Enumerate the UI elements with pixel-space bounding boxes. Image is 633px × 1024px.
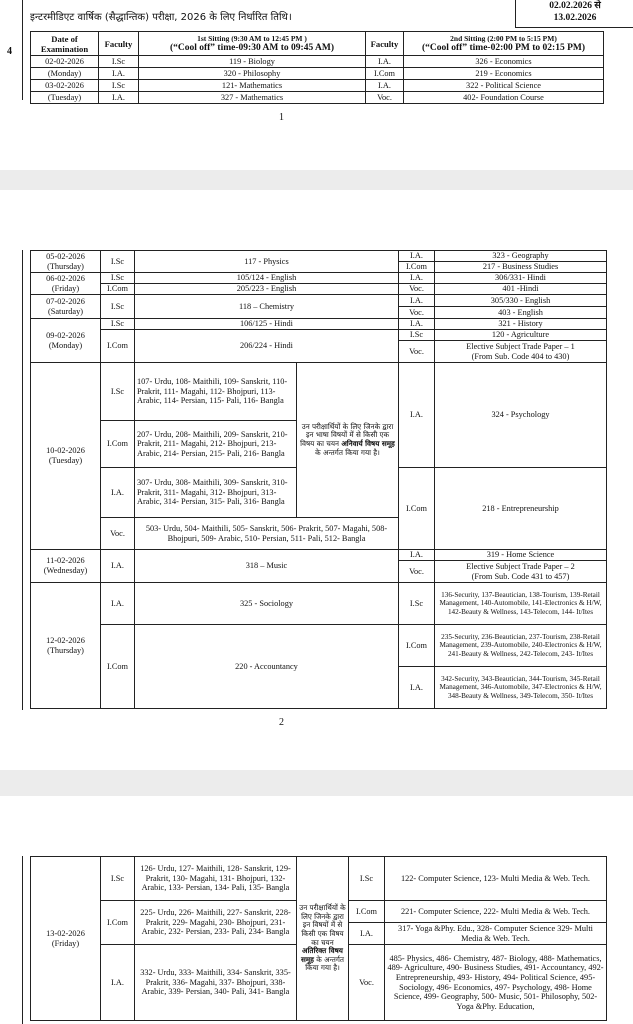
language-note (297, 363, 399, 518)
subject-cell: 105/124 - English (135, 273, 399, 284)
left-rule (22, 0, 23, 100)
faculty-cell: Voc. (101, 518, 135, 550)
faculty-cell: Voc. (366, 92, 404, 104)
faculty-cell: I.A. (101, 550, 135, 583)
faculty-cell: I.Com (101, 330, 135, 363)
trade-paper-title: Elective Subject Trade Paper – 2 (466, 561, 575, 571)
date-range-end: 13.02.2026 (553, 13, 597, 23)
faculty-cell: I.Com (101, 421, 135, 468)
subject-cell: 221- Computer Science, 222- Multi Media & Web. Tech. (385, 901, 607, 923)
table-row (31, 550, 607, 561)
trade-paper-title: Elective Subject Trade Paper – 1 (466, 341, 575, 351)
schedule-table-1 (30, 31, 604, 104)
faculty-cell: I.A. (101, 468, 135, 518)
date-cell: 02-02-2026 (31, 56, 99, 68)
date-text: 05-02-2026 (46, 251, 85, 261)
date-text: 13-02-2026 (46, 928, 85, 938)
subject-cell: 401 -Hindi (435, 284, 607, 295)
date-cell (31, 319, 101, 363)
schedule-table-3 (30, 856, 607, 1021)
faculty-cell: Voc. (399, 284, 435, 295)
date-text: 12-02-2026 (46, 635, 85, 645)
subject-cell: 342-Security, 343-Beautician, 344-Tourism, 345-Retail Management, 346-Automobile, 347-Electronics & H/W, 348-Beauty & Wellness, 349-Telecom, 350- It/Ites (435, 667, 607, 709)
table-header-row (31, 32, 604, 56)
subject-cell: 326 - Economics (404, 56, 604, 68)
faculty-cell: I.Com (366, 68, 404, 80)
date-cell (31, 251, 101, 273)
faculty-cell: I.Sc (399, 583, 435, 625)
faculty-cell: I.Com (101, 284, 135, 295)
subject-cell: 122- Computer Science, 123- Multi Media & Web. Tech. (385, 857, 607, 901)
faculty-cell: I.Sc (101, 295, 135, 319)
subject-cell: 320 - Philosophy (139, 68, 366, 80)
note-text-end: के अन्तर्गत किया गया है। (315, 447, 380, 457)
date-cell: 03-02-2026 (31, 80, 99, 92)
subject-cell: 323 - Geography (435, 251, 607, 262)
table-row (31, 583, 607, 625)
faculty-cell: I.A. (399, 295, 435, 307)
date-cell (31, 295, 101, 319)
subject-cell: 126- Urdu, 127- Maithili, 128- Sanskrit, 129- Prakrit, 130- Magahi, 131- Bhojpuri, 132- Arabic, 133- Persian, 134- Pali, 135- Bangla (135, 857, 297, 901)
row-number: 4 (7, 46, 12, 57)
date-text: 09-02-2026 (46, 330, 85, 340)
date-cell (31, 857, 101, 1021)
trade-paper-range: (From Sub. Code 431 to 457) (471, 571, 570, 581)
subject-cell: 235-Security, 236-Beautician, 237-Tourism, 238-Retail Management, 239-Automobile, 240-Electronics & H/W, 241-Beauty & Wellness, 242-Telecom, 243- It/Ites (435, 625, 607, 667)
subject-cell: 107- Urdu, 108- Maithili, 109- Sanskrit, 110- Prakrit, 111- Magahi, 112- Bhojpuri, 113- Arabic, 114- Persian, 115- Pali, 116- Bangla (135, 363, 297, 421)
subject-cell: 325 - Sociology (135, 583, 399, 625)
subject-cell: 118 – Chemistry (135, 295, 399, 319)
header-sitting-2-time: 2nd Sitting (2:00 PM to 5:15 PM) (450, 33, 557, 43)
date-cell: (Tuesday) (31, 92, 99, 104)
table-row (31, 273, 607, 284)
faculty-cell: I.Sc (101, 363, 135, 421)
faculty-cell: I.A. (366, 80, 404, 92)
date-cell (31, 550, 101, 583)
date-text: 06-02-2026 (46, 273, 85, 283)
subject-cell: 485- Physics, 486- Chemistry, 487- Biology, 488- Mathematics, 489- Agriculture, 490- Business Studies, 491- Accountancy, 492- Entrepreneurship, 493- History, 494- Political Science, 495- Sociology, 496- Economics, 497- Psychology, 498- Home Science, 499- Geography, 500- Music, 501- Philosophy, 502- Yoga &Phy. Education, (385, 945, 607, 1021)
day-text: (Saturday) (47, 306, 84, 316)
faculty-cell: I.Com (399, 262, 435, 273)
subject-cell: 307- Urdu, 308- Maithili, 309- Sanskrit, 310- Prakrit, 311- Magahi, 312- Bhojpuri, 313- Arabic, 314- Persian, 315- Pali, 316- Bangla (135, 468, 297, 518)
table-row (31, 92, 604, 104)
page-title: इन्टरमीडिएट वार्षिक (सैद्धान्तिक) परीक्षा, 2026 के लिए निर्धारित तिथि। (30, 12, 292, 23)
table-row (31, 284, 607, 295)
page-3 (0, 796, 633, 1024)
header-date: Date of Examination (31, 32, 99, 56)
subject-cell: 136-Security, 137-Beautician, 138-Tourism, 139-Retail Management, 140-Automobile, 141-Electronics & H/W, 142-Beauty & Wellness, 143-Telecom, 144- It/Ites (435, 583, 607, 625)
faculty-cell: I.A. (399, 319, 435, 330)
subject-cell: 317- Yoga &Phy. Edu., 328- Computer Science 329- Multi Media & Web. Tech. (385, 923, 607, 945)
faculty-cell: Voc. (399, 561, 435, 583)
subject-cell: 217 - Business Studies (435, 262, 607, 273)
table-row (31, 56, 604, 68)
faculty-cell: I.Sc (101, 273, 135, 284)
subject-cell: 220 - Accountancy (135, 625, 399, 709)
faculty-cell: Voc. (399, 341, 435, 363)
subject-cell: 205/223 - English (135, 284, 399, 295)
day-text: (Thursday) (47, 645, 84, 655)
faculty-cell: I.A. (366, 56, 404, 68)
date-range-start: 02.02.2026 से (549, 1, 601, 11)
subject-cell: 120 - Agriculture (435, 330, 607, 341)
subject-cell: 119 - Biology (139, 56, 366, 68)
faculty-cell: I.Sc (99, 80, 139, 92)
table-row (31, 363, 607, 421)
faculty-cell: I.A. (399, 251, 435, 262)
subject-cell: 225- Urdu, 226- Maithili, 227- Sanskrit, 228- Prakrit, 229- Magahi, 230- Bhojpuri, 231- Arabic, 232- Persian, 233- Pali, 234- Bangla (135, 901, 297, 945)
date-cell (31, 363, 101, 550)
subject-cell: 306/331- Hindi (435, 273, 607, 284)
faculty-cell: I.Sc (101, 857, 135, 901)
subject-cell: 319 - Home Science (435, 550, 607, 561)
day-text: (Thursday) (47, 261, 84, 271)
subject-cell: 305/330 - English (435, 295, 607, 307)
table-row (31, 625, 607, 667)
header-faculty: Faculty (99, 32, 139, 56)
table-row (31, 295, 607, 307)
table-row (31, 319, 607, 330)
day-text: (Friday) (51, 938, 80, 948)
day-text: (Monday) (48, 340, 83, 350)
subject-cell: 121- Mathematics (139, 80, 366, 92)
note-emphasis: अनिवार्य विषय समूह (341, 439, 395, 448)
subject-cell: 322 - Political Science (404, 80, 604, 92)
faculty-cell: I.Com (101, 625, 135, 709)
date-cell (31, 583, 101, 709)
faculty-cell: I.Com (399, 468, 435, 550)
subject-cell: 206/224 - Hindi (135, 330, 399, 363)
subject-cell (435, 341, 607, 363)
date-range-box (515, 0, 633, 28)
faculty-cell: I.A. (399, 550, 435, 561)
faculty-cell: I.A. (99, 92, 139, 104)
faculty-cell: I.Com (101, 901, 135, 945)
page-2 (0, 190, 633, 770)
faculty-cell: I.Com (399, 625, 435, 667)
day-text: (Friday) (51, 283, 80, 293)
date-text: 10-02-2026 (46, 446, 85, 456)
faculty-cell: Voc. (349, 945, 385, 1021)
header-sitting-1 (139, 32, 366, 56)
faculty-cell: I.A. (399, 273, 435, 284)
header-sitting-2-cooloff: (“Cool off” time-02:00 PM to 02:15 PM) (421, 42, 586, 53)
subject-cell: 117 - Physics (135, 251, 399, 273)
subject-cell: 207- Urdu, 208- Maithili, 209- Sanskrit, 210- Prakrit, 211- Magahi, 212- Bhojpuri, 213- Arabic, 214- Persian, 215- Pali, 216- Bangla (135, 421, 297, 468)
faculty-cell: I.A. (101, 583, 135, 625)
left-rule (22, 250, 23, 710)
additional-subject-note (297, 857, 349, 1021)
table-row (31, 251, 607, 262)
subject-cell: 106/125 - Hindi (135, 319, 399, 330)
faculty-cell: I.Sc (101, 251, 135, 273)
faculty-cell: I.A. (99, 68, 139, 80)
subject-cell (435, 561, 607, 583)
subject-cell: 321 - History (435, 319, 607, 330)
note-text: उन परीक्षार्थियों के लिए जिनके द्वारा इन भाषा विषयों में से किसी एक विषय का चयन (300, 421, 394, 448)
faculty-cell: I.Sc (399, 330, 435, 341)
subject-cell: 332- Urdu, 333- Maithili, 334- Sanskrit, 335- Prakrit, 336- Magahi, 337- Bhojpuri, 338- Arabic, 339- Persian, 340- Pali, 341- Bangla (135, 945, 297, 1021)
faculty-cell: I.A. (399, 363, 435, 468)
faculty-cell: Voc. (399, 307, 435, 319)
header-sitting-1-cooloff: (“Cool off” time-09:30 AM to 09:45 AM) (169, 42, 335, 53)
header-sitting-1-time: 1st Sitting (9:30 AM to 12:45 PM ) (197, 33, 307, 43)
day-text: (Wednesday) (43, 566, 88, 575)
day-text: (Tuesday) (48, 456, 83, 465)
subject-cell: 219 - Economics (404, 68, 604, 80)
faculty-cell: I.A. (349, 923, 385, 945)
header-faculty-2: Faculty (366, 32, 404, 56)
subject-cell: 402- Foundation Course (404, 92, 604, 104)
subject-cell: 327 - Mathematics (139, 92, 366, 104)
faculty-cell: I.A. (399, 667, 435, 709)
page-1 (0, 0, 633, 170)
page-number: 2 (279, 717, 284, 728)
table-row (31, 80, 604, 92)
date-text: 11-02-2026 (46, 556, 85, 566)
note-text: उन परीक्षार्थियों के लिए जिनके द्वारा इन विषयों में से किसी एक विषय का चयन (299, 903, 346, 947)
faculty-cell: I.Com (349, 901, 385, 923)
trade-paper-range: (From Sub. Code 404 to 430) (471, 351, 570, 361)
subject-cell: 318 – Music (135, 550, 399, 583)
faculty-cell: I.A. (101, 945, 135, 1021)
table-row (31, 330, 607, 341)
date-cell (31, 273, 101, 295)
subject-cell: 324 - Psychology (435, 363, 607, 468)
note-emphasis: अतिरिक्त विषय समूह (300, 946, 343, 964)
subject-cell: 503- Urdu, 504- Maithili, 505- Sanskrit, 506- Prakrit, 507- Magahi, 508- Bhojpuri, 509- Arabic, 510- Persian, 511- Pali, 512- Bangla (135, 518, 399, 550)
schedule-table-2 (30, 250, 607, 709)
header-sitting-2 (404, 32, 604, 56)
date-text: 07-02-2026 (46, 296, 85, 306)
date-cell: (Monday) (31, 68, 99, 80)
note-text-end: के अन्तर्गत किया गया है। (305, 954, 345, 973)
subject-cell: 403 - English (435, 307, 607, 319)
page-number: 1 (279, 112, 284, 123)
table-row (31, 68, 604, 80)
faculty-cell: I.Sc (101, 319, 135, 330)
left-rule (22, 856, 23, 1024)
subject-cell: 218 - Entrepreneurship (435, 468, 607, 550)
faculty-cell: I.Sc (349, 857, 385, 901)
faculty-cell: I.Sc (99, 56, 139, 68)
table-row (31, 857, 607, 901)
